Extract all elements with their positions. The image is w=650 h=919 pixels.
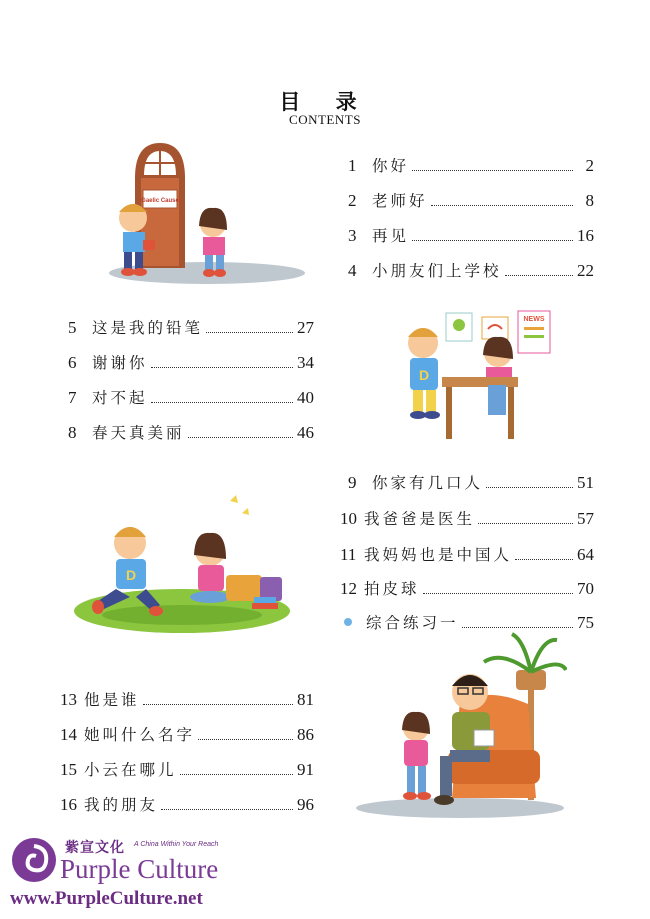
lesson-title: 这是我的铅笔 [92, 319, 204, 337]
lesson-number: 8 [68, 423, 77, 442]
toc-row-lesson-6[interactable] [68, 352, 314, 374]
toc-row-lesson-7[interactable] [68, 387, 314, 409]
picnic-illustration [70, 493, 295, 638]
shirt-letter: D [125, 567, 137, 583]
page-number: 91 [297, 760, 314, 779]
door-sign: Gaelic Cause [141, 198, 179, 204]
page-number: 96 [297, 795, 314, 814]
toc-row-lesson-11[interactable] [340, 544, 594, 566]
leader-dots [462, 626, 573, 628]
toc-row-lesson-2[interactable] [348, 190, 594, 212]
toc-row-lesson-5[interactable] [68, 317, 314, 339]
page-title: 目 录 [279, 89, 371, 114]
lesson-title: 小云在哪儿 [84, 761, 177, 779]
page-number: 8 [585, 191, 594, 210]
page-number: 75 [577, 613, 594, 632]
lesson-number: 2 [348, 191, 357, 210]
lesson-title: 他是谁 [84, 691, 140, 709]
page-number: 70 [577, 579, 594, 598]
page-number: 81 [297, 690, 314, 709]
lesson-number: 3 [348, 226, 357, 245]
review-title: 综合练习一 [366, 614, 459, 632]
news-poster-label: NEWS [523, 316, 545, 323]
page-number: 22 [577, 261, 594, 280]
lesson-number: 13 [60, 690, 77, 709]
page-subtitle: CONTENTS [289, 112, 361, 127]
page-number: 64 [577, 545, 594, 564]
logo-chinese-name: 紫宣文化 [65, 840, 125, 856]
lesson-number: 12 [340, 579, 357, 598]
shirt-letter: D [418, 367, 430, 383]
page-number: 57 [577, 509, 594, 528]
logo-url[interactable]: www.PurpleCulture.net [10, 888, 203, 909]
classroom-illustration [398, 305, 558, 447]
leader-dots [423, 592, 573, 594]
leader-dots [412, 169, 573, 171]
lesson-title: 她叫什么名字 [84, 726, 196, 744]
lesson-number: 10 [340, 509, 357, 528]
leader-dots [161, 808, 293, 810]
leader-dots [180, 773, 293, 775]
lesson-number: 6 [68, 353, 77, 372]
spiral-logo-icon [8, 832, 60, 888]
page-number: 27 [297, 318, 314, 337]
toc-row-lesson-10[interactable] [340, 508, 594, 530]
lesson-title: 我的朋友 [84, 796, 159, 814]
leader-dots [431, 204, 573, 206]
page-number: 46 [297, 423, 314, 442]
toc-row-lesson-9[interactable] [348, 472, 594, 494]
logo-tagline: A China Within Your Reach [134, 841, 219, 848]
leader-dots [515, 558, 573, 560]
lesson-title: 老师好 [372, 192, 428, 210]
leader-dots [486, 486, 573, 488]
lesson-number: 14 [60, 725, 77, 744]
lesson-number: 15 [60, 760, 77, 779]
logo-name: Purple Culture [60, 854, 219, 884]
lesson-number: 16 [60, 795, 77, 814]
bullet-icon [344, 618, 352, 626]
lesson-number: 5 [68, 318, 77, 337]
school-door-illustration [105, 138, 310, 286]
toc-row-lesson-14[interactable] [60, 724, 314, 746]
leader-dots [198, 738, 293, 740]
toc-row-lesson-4[interactable] [348, 260, 594, 282]
toc-row-lesson-16[interactable] [60, 794, 314, 816]
toc-row-lesson-8[interactable] [68, 422, 314, 444]
page-number: 2 [585, 156, 594, 175]
lesson-number: 1 [348, 156, 357, 175]
page-number: 34 [297, 353, 314, 372]
page-number: 51 [577, 473, 594, 492]
lesson-title: 你家有几口人 [372, 474, 484, 492]
lesson-title: 对不起 [92, 389, 148, 407]
lesson-title: 春天真美丽 [92, 424, 185, 442]
lesson-title: 拍皮球 [364, 580, 420, 598]
lesson-number: 11 [340, 545, 357, 564]
lesson-title: 谢谢你 [92, 354, 148, 372]
leader-dots [478, 522, 573, 524]
page-number: 40 [297, 388, 314, 407]
leader-dots [505, 274, 573, 276]
page-number: 16 [577, 226, 594, 245]
lesson-title: 再见 [372, 227, 410, 245]
lesson-title: 小朋友们上学校 [372, 262, 502, 280]
publisher-logo [8, 832, 278, 914]
leader-dots [151, 366, 293, 368]
leader-dots [151, 401, 293, 403]
toc-row-lesson-15[interactable] [60, 759, 314, 781]
family-armchair-illustration [352, 630, 567, 820]
leader-dots [412, 239, 573, 241]
leader-dots [188, 436, 293, 438]
lesson-title: 你好 [372, 157, 410, 175]
toc-row-lesson-12[interactable] [340, 578, 594, 600]
toc-row-lesson-13[interactable] [60, 689, 314, 711]
leader-dots [143, 703, 293, 705]
lesson-number: 9 [348, 473, 357, 492]
toc-row-lesson-3[interactable] [348, 225, 594, 247]
leader-dots [206, 331, 293, 333]
page-number: 86 [297, 725, 314, 744]
lesson-title: 我妈妈也是中国人 [364, 546, 513, 564]
lesson-title: 我爸爸是医生 [364, 510, 476, 528]
lesson-number: 4 [348, 261, 357, 280]
lesson-number: 7 [68, 388, 77, 407]
toc-row-lesson-1[interactable] [348, 155, 594, 177]
